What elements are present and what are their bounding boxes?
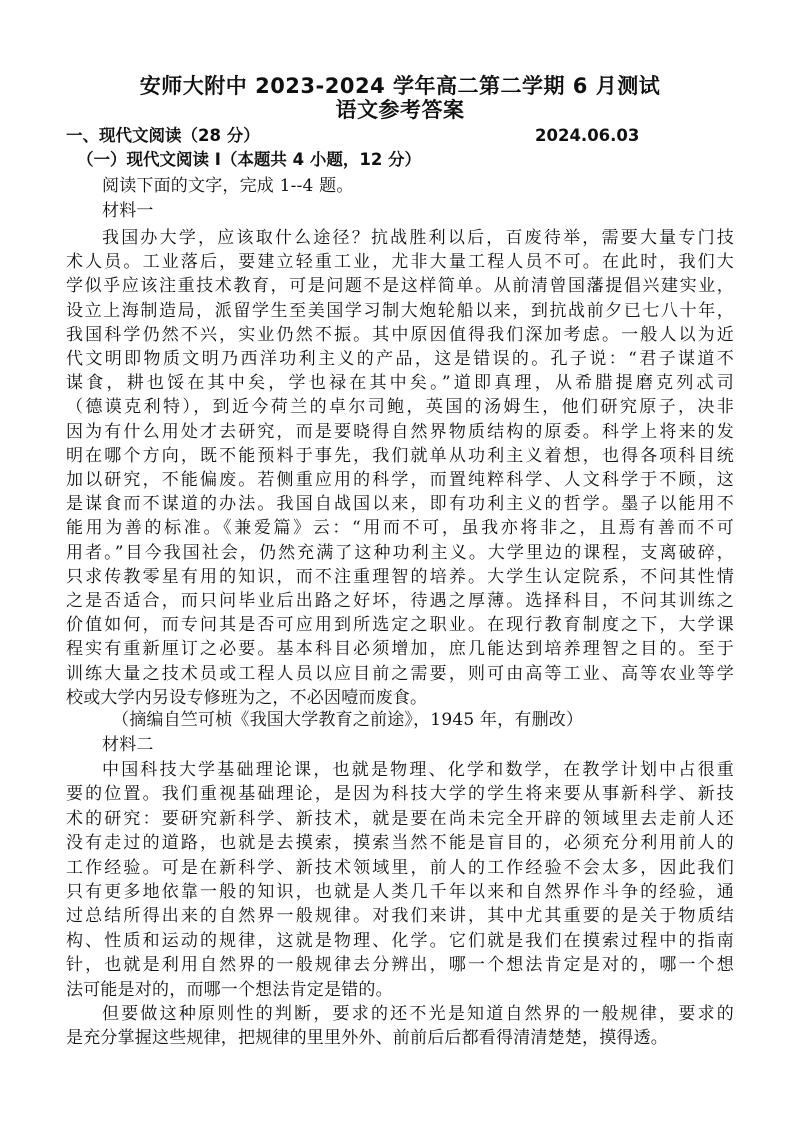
paragraph-line: 明在哪个方向，既不能预料于事先，我们就单从功利主义着想，也得各项科目统	[66, 445, 734, 466]
material1-source: （摘编自竺可桢《我国大学教育之前途》，1945 年，有删改）	[112, 710, 584, 730]
paragraph-line: 用者。”目今我国社会，仍然充满了这种功利主义。大学里边的课程，支离破碎，	[66, 542, 734, 563]
paragraph-line: 因为有什么用处才去研究，而是要晓得自然界物质结构的原委。科学上将来的发	[66, 421, 734, 442]
paragraph-line: 针，也就是利用自然界的一般规律去分辨出，哪一个想法肯定是对的，哪一个想	[66, 955, 734, 976]
paragraph-line: 只有更多地依靠一般的知识，也就是人类几千年以来和自然界作斗争的经验，通	[66, 882, 734, 902]
paragraph-line: 术的研究：要研究新科学、新技术，就是要在尚未完全开辟的领域里去走前人还	[66, 808, 734, 829]
material2-label: 材料二	[102, 735, 154, 755]
paragraph-line: 是充分掌握这些规律，把规律的里里外外、前前后后都看得清清楚楚，摸得透。	[66, 1028, 668, 1049]
paragraph-line: 价值如何，而专问其是否可应用到所选定之职业。在现行教育制度之下，大学课	[66, 615, 734, 636]
paragraph-line: 过总结所得出来的自然界一般规律。对我们来讲，其中尤其重要的是关于物质结	[66, 906, 734, 927]
paragraph-line: 之是否适合，而只问毕业后出路之好坏，待遇之厚薄。选择科目，不问其训练之	[66, 591, 734, 611]
material1-label: 材料一	[102, 201, 154, 221]
document-subtitle: 语文参考答案	[335, 98, 465, 122]
paragraph-line: 法可能是对的，而哪一个想法肯定是错的。	[66, 979, 393, 1000]
paragraph-line: 校或大学内另设专修班为之，不必因噎而废食。	[66, 687, 428, 708]
paragraph-line: 只求传教零星有用的知识，而不注重理智的培养。大学生认定院系，不问其性情	[66, 566, 734, 587]
paragraph-line: 训练大量之技术员或工程人员以应目前之需要，则可由高等工业、高等农业等学	[66, 663, 734, 684]
paragraph-line: 中国科技大学基础理论课，也就是物理、化学和数学，在教学计划中占很重	[102, 760, 734, 780]
exam-date: 2024.06.03	[535, 126, 640, 145]
paragraph-line: 构、性质和运动的规律，这就是物理、化学。它们就是我们在摸索过程中的指南	[66, 930, 734, 951]
subsection-heading: （一）现代文阅读 I（本题共 4 小题，12 分）	[77, 150, 422, 169]
paragraph-line: 但要做这种原则性的判断，要求的还不光是知道自然界的一般规律，要求的	[102, 1004, 734, 1024]
paragraph-line: 加以研究，不能偏废。若侧重应用的科学，而置纯粹科学、人文科学于不顾，这	[66, 470, 734, 490]
paragraph-line: 工作经验。可是在新科学、新技术领域里，前人的工作经验不会太多，因此我们	[66, 857, 734, 878]
paragraph-line: 学似乎应该注重技术教育，可是问题不是这样简单。从前清曾国藩提倡兴建实业，	[66, 276, 734, 297]
instruction-text: 阅读下面的文字，完成 1--4 题。	[102, 176, 354, 196]
paragraph-line: 设立上海制造局，派留学生至美国学习制大炮轮船以来，到抗战前夕已七八十年，	[66, 300, 734, 321]
section-heading: 一、现代文阅读（28 分）	[66, 126, 260, 145]
paragraph-line: 要的位置。我们重视基础理论，是因为科技大学的学生将来要从事新科学、新技	[66, 784, 734, 805]
paragraph-line: 我国办大学，应该取什么途径？抗战胜利以后，百废待举，需要大量专门技	[102, 228, 734, 248]
paragraph-line: （德谟克利特），到近今荷兰的卓尔司鲍，英国的汤姆生，他们研究原子，决非	[66, 397, 734, 418]
paragraph-line: 术人员。工业落后，要建立轻重工业，尤非大量工程人员不可。在此时，我们大	[66, 252, 734, 273]
paragraph-line: 是谋食而不谋道的办法。我国自战国以来，即有功利主义的哲学。墨子以能用不	[66, 494, 734, 515]
paragraph-line: 谋食，耕也馁在其中矣，学也禄在其中矣。”道即真理，从希腊提磨克列忒司	[66, 373, 734, 394]
paragraph-line: 没有走过的道路，也就是去摸索，摸索当然不能是盲目的，必须充分利用前人的	[66, 833, 734, 854]
paragraph-line: 程实有重新厘订之必要。基本科目必须增加，庶几能达到培养理智之目的。至于	[66, 639, 734, 660]
document-title: 安师大附中 2023-2024 学年高二第二学期 6 月测试	[139, 74, 661, 98]
paragraph-line: 能用为善的标准。《兼爱篇》云：“用而不可，虽我亦将非之，且焉有善而不可	[66, 518, 734, 539]
paragraph-line: 代文明即物质文明乃西洋功利主义的产品，这是错误的。孔子说：“君子谋道不	[66, 349, 734, 369]
paragraph-line: 我国科学仍然不兴，实业仍然不振。其中原因值得我们深加考虑。一般人以为近	[66, 324, 734, 345]
